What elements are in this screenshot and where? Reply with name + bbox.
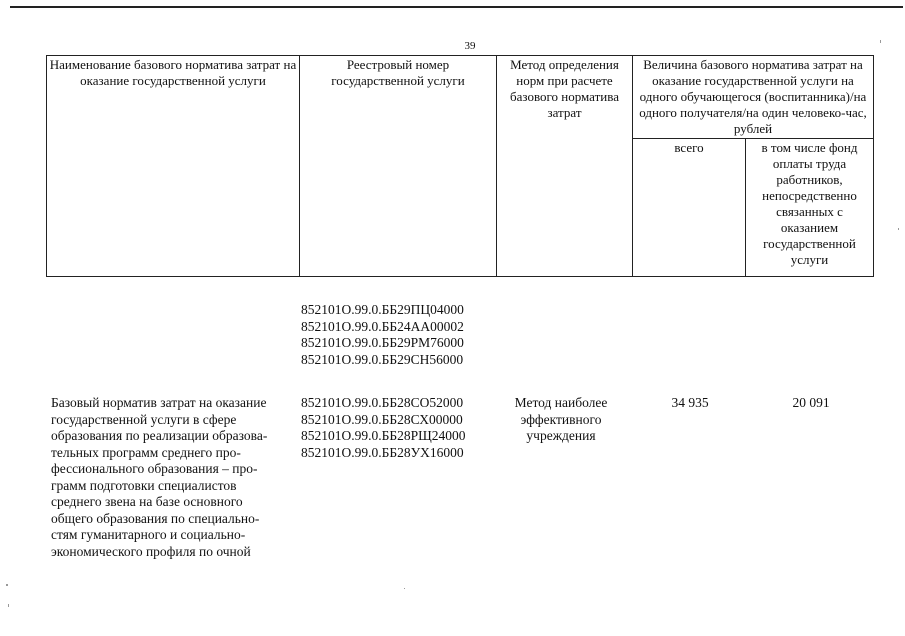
header-standard-value: Величина базового норматива затрат на оказание государственной услуги на одного обучающегося (воспитанника)/на одного получателя/на один человеко-час, рублей [633,56,874,139]
registry-code: 852101О.99.0.ББ29СН56000 [301,351,464,367]
description-line: общего образования по специально- [51,510,260,526]
scan-speck [898,228,899,230]
top-rule [10,6,903,8]
description-line: тельных программ среднего про- [51,444,241,460]
registry-code: 852101О.99.0.ББ28УХ16000 [301,444,464,460]
header-payroll-fund: в том числе фонд оплаты труда работников, непосредственно связанных с оказанием государственной услуги [746,139,874,277]
registry-code: 852101О.99.0.ББ28СХ00000 [301,411,463,427]
row-2-payroll: 20 091 [792,395,830,410]
description-line: фессионального образования – про- [51,461,258,476]
page-number: 39 [464,40,476,52]
description-line: стям гуманитарного и социально- [51,527,246,542]
header-registry-number: Реестровый номер государственной услуги [300,56,497,277]
row-2-method: Метод наиболее эффективного учреждения [514,395,608,443]
row-1-codes [301,302,464,368]
description-line: экономического профиля по очной [51,543,251,559]
scan-speck [880,40,881,43]
table-header [46,55,874,277]
scan-speck [404,588,405,589]
scan-speck [8,604,9,607]
registry-code: 852101О.99.0.ББ28РЩ24000 [301,428,466,443]
registry-code: 852101О.99.0.ББ24АА00002 [301,318,464,334]
registry-code: 852101О.99.0.ББ29РМ76000 [301,335,464,350]
row-2-description [51,395,295,560]
row-2-codes [301,395,466,461]
header-total: всего [633,139,746,277]
description-line: Базовый норматив затрат на оказание [51,395,267,410]
description-line: грамм подготовки специалистов [51,477,237,493]
header-name-of-standard: Наименование базового норматива затрат на оказание государственной услуги [47,56,300,277]
description-line: государственной услуги в сфере [51,411,237,427]
row-2-total: 34 935 [671,395,709,410]
description-line: среднего звена на базе основного [51,494,243,509]
header-method: Метод определения норм при расчете базового норматива затрат [497,56,633,277]
description-line: образования по реализации образова- [51,428,268,443]
registry-code: 852101О.99.0.ББ28СО52000 [301,395,464,410]
registry-code: 852101О.99.0.ББ29ПЦ04000 [301,302,464,317]
scan-speck [6,584,8,586]
